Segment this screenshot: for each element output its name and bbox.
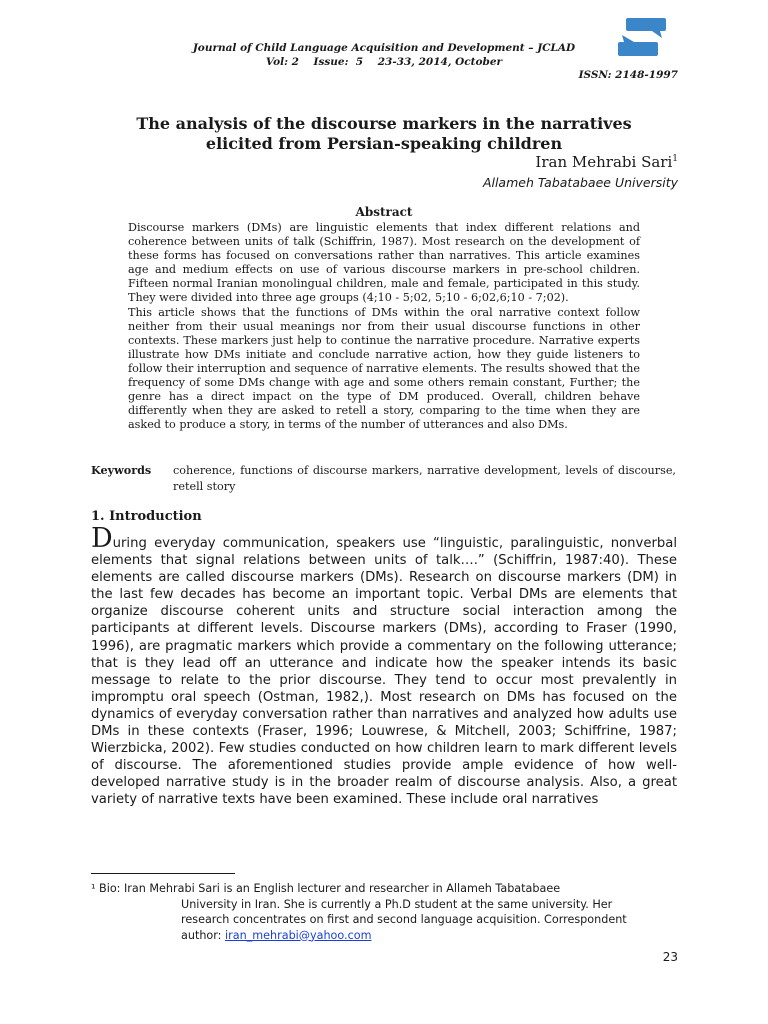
abstract-body [128, 221, 640, 432]
abstract-paragraph-2: This article shows that the functions of DMs within the oral narrative context follow neither from their usual meanings nor from their usual discourse functions in other contexts. These markers just help to continue the narrative procedure. Narrative experts illustrate how DMs initiate and conclude narrative action, how they guide listeners to follow their interruption and sequence of narrative elements. The results showed that the frequency of some DMs change with age and some others remain constant, Further; the genre has a direct impact on the type of DM produced. Overall, children behave differently when they are asked to retell a story, comparing to the time when they are asked to produce a story, in terms of the number of utterances and also DMs. [128, 305, 640, 432]
author-name [535, 153, 678, 171]
author-affiliation: Allameh Tabatabaee University [482, 175, 678, 190]
author-email-link[interactable]: iran_mehrabi@yahoo.com [225, 928, 372, 942]
speech-bubbles-icon [612, 16, 672, 64]
introduction-text: uring everyday communication, speakers use “linguistic, paralinguistic, nonverbal elements that signal relations between units of talk….” (Schiffrin, 1987:40). These elements are called discourse markers (DMs). Research on discourse markers (DM) in the last few decades has become an important topic. Verbal DMs are elements that organize discourse coherent units and structure social interaction among the participants at different levels. Discourse markers (DMs), according to Fraser (1990, 1996), are pragmatic markers which provide a commentary on the following utterance; that is they lead off an utterance and indicate how the speaker intends its basic message to relate to the prior discourse. They tend to occur most prevalently in impromptu oral speech (Ostman, 1982,). Most research on DMs has focused on the dynamics of everyday conversation rather than narratives and analyzed how adults use DMs in these contexts (Fraser, 1996; Louwrese, & Mitchell, 2003; Schiffrine, 1987; Wierzbicka, 2002). Few studies conducted on how children learn to mark different levels of discourse. The aforementioned studies provide ample evidence of how well-developed narrative study is in the broader realm of discourse analysis. Also, a great variety of narrative texts have been examined. These include oral narratives [91, 536, 677, 808]
footnote-line-1: ¹ Bio: Iran Mehrabi Sari is an English lecturer and researcher in Allameh Tabatabaee [91, 882, 561, 895]
title-line-2: elicited from Persian-speaking children [205, 134, 563, 153]
footnote-author-prefix: author: [181, 928, 225, 942]
introduction-body [91, 523, 677, 809]
volume-issue-line: Vol: 2 Issue: 5 23-33, 2014, October [265, 56, 503, 68]
introduction-paragraph [91, 523, 677, 809]
footnote-mark: 1 [672, 154, 678, 164]
abstract-paragraph-1: Discourse markers (DMs) are linguistic elements that index different relations and coherence between units of talk (Schiffrin, 1987). Most research on the development of these forms has focused on conversations rather than narratives. This article examines age and medium effects on use of various discourse markers in pre-school children. Fifteen normal Iranian monolingual children, male and female, participated in this study. They were divided into three age groups (4;10 - 5;02, 5;10 - 6;02,6;10 - 7;02). [128, 221, 640, 305]
footnote-line-3: research concentrates on first and second language acquisition. Correspondent [181, 913, 627, 926]
footnote [91, 881, 651, 943]
keywords-label: Keywords [91, 463, 152, 477]
footnote-line-2: University in Iran. She is currently a Ph.D student at the same university. Her [181, 897, 613, 911]
section-heading-introduction: 1. Introduction [91, 509, 202, 524]
footnote-divider [91, 873, 235, 874]
abstract-heading: Abstract [355, 205, 413, 219]
journal-logo [612, 16, 672, 64]
journal-title: Journal of Child Language Acquisition and Development – JCLAD [192, 42, 576, 54]
title-line-1: The analysis of the discourse markers in the narratives [136, 114, 632, 133]
drop-cap: D [91, 523, 113, 554]
footnote-line-4 [91, 928, 651, 944]
author-name-text: Iran Mehrabi Sari [535, 153, 673, 171]
page-number: 23 [662, 950, 678, 964]
paper-title [100, 114, 668, 154]
issn: ISSN: 2148-1997 [578, 69, 678, 81]
keywords-text: coherence, functions of discourse markers, narrative development, levels of discourse, retell story [173, 464, 676, 493]
